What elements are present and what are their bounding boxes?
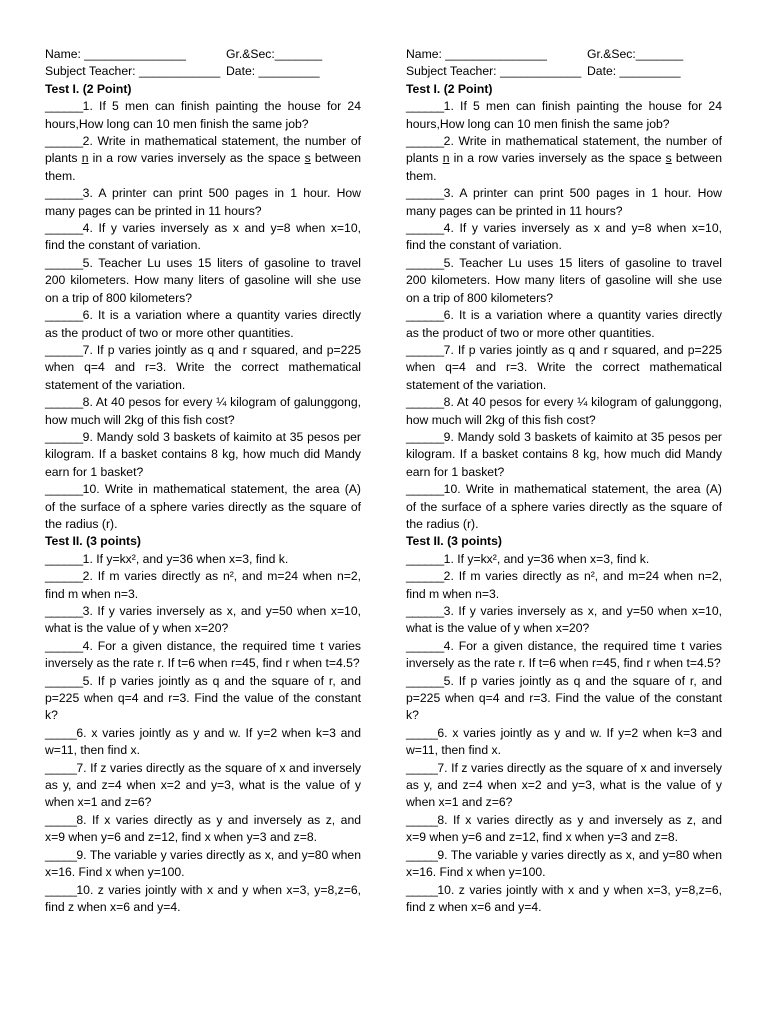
answer-blank: ______ — [406, 221, 444, 236]
answer-blank: ______ — [45, 482, 83, 497]
answer-blank: _____ — [406, 760, 438, 775]
answer-blank: _____ — [45, 882, 77, 897]
test2-question-2: ______2. If m varies directly as n², and m=24 when n=2, find m when n=3. — [406, 569, 722, 601]
test2-question-4: ______4. For a given distance, the required time t varies inversely as the rate r. If t=6 when r=45, find r when t=4.5? — [406, 638, 722, 671]
answer-blank: ______ — [45, 604, 83, 618]
subject-teacher-field: Subject Teacher: ____________ — [406, 64, 582, 79]
answer-blank: ______ — [406, 255, 444, 270]
answer-blank: ______ — [45, 342, 83, 357]
header-row-2 — [406, 63, 722, 80]
test2-question-9: _____9. The variable y varies directly as x, and y=80 when x=16. Find x when y=100. — [45, 847, 361, 880]
test2-question-5: ______5. If p varies jointly as q and the square of r, and p=225 when q=4 and r=3. Find the value of the constant k? — [45, 673, 361, 723]
answer-blank: ______ — [406, 638, 444, 653]
test1-heading: Test I. (2 Point) — [45, 81, 132, 96]
answer-blank: ______ — [45, 99, 83, 114]
answer-blank: ______ — [406, 134, 444, 149]
answer-blank: _____ — [406, 847, 438, 862]
answer-blank: _____ — [45, 760, 77, 775]
answer-blank: _____ — [45, 725, 77, 740]
answer-blank: _____ — [406, 725, 438, 740]
answer-blank: ______ — [45, 673, 83, 688]
test2-question-7: _____7. If z varies directly as the square of x and inversely as y, and z=4 when x=2 and y=3, what is the value of y when x=1 and z=6? — [45, 760, 361, 810]
answer-blank: ______ — [406, 604, 444, 618]
answer-blank: ______ — [45, 551, 83, 566]
test2-question-1: ______1. If y=kx², and y=36 when x=3, find k. — [406, 551, 650, 566]
test2-question-7: _____7. If z varies directly as the square of x and inversely as y, and z=4 when x=2 and y=3, what is the value of y when x=1 and z=6? — [406, 760, 722, 810]
test2-heading: Test II. (3 points) — [45, 534, 141, 549]
answer-blank: ______ — [406, 342, 444, 357]
header-row-2 — [45, 63, 361, 80]
header-row-1 — [406, 46, 722, 63]
test1-question-8: ______8. At 40 pesos for every ¼ kilogram of galunggong, how much will 2kg of this fish cost? — [406, 395, 722, 427]
header-row-1 — [45, 46, 361, 63]
grade-section-field: Gr.&Sec:_______ — [587, 47, 684, 61]
test2-question-2: ______2. If m varies directly as n², and m=24 when n=2, find m when n=3. — [45, 569, 361, 601]
test1-question-4: ______4. If y varies inversely as x and y=8 when x=10, find the constant of variation. — [406, 221, 722, 253]
worksheet-copy-left — [45, 46, 361, 916]
answer-blank: ______ — [45, 638, 83, 653]
test1-question-6: ______6. It is a variation where a quantity varies directly as the product of two or more other quantities. — [406, 308, 722, 340]
test1-question-9: ______9. Mandy sold 3 baskets of kaimito at 35 pesos per kilogram. If a basket contains 8 kg, how much did Mandy earn for 1 basket? — [406, 429, 722, 479]
test1-question-7: ______7. If p varies jointly as q and r squared, and p=225 when q=4 and r=3. Write the correct mathematical statement of the variation. — [45, 342, 361, 392]
test1-question-5: ______5. Teacher Lu uses 15 liters of gasoline to travel 200 kilometers. How many liters of gasoline will she use on a trip of 800 kilometers? — [45, 255, 361, 305]
date-field: Date: _________ — [226, 64, 320, 79]
test1-question-3: ______3. A printer can print 500 pages in 1 hour. How many pages can be printed in 11 hours? — [406, 186, 722, 218]
test1-question-10: ______10. Write in mathematical statement, the area (A) of the surface of a sphere varies directly as the square of the radius (r). — [45, 482, 361, 531]
name-field: Name: _______________ — [406, 47, 547, 61]
answer-blank: ______ — [45, 134, 83, 149]
test1-question-2: ______2. Write in mathematical statement, the number of plants n in a row varies inversely as the space s between them. — [406, 134, 722, 183]
answer-blank: ______ — [406, 429, 444, 444]
date-field: Date: _________ — [587, 64, 681, 79]
test1-question-3: ______3. A printer can print 500 pages in 1 hour. How many pages can be printed in 11 hours? — [45, 186, 361, 218]
answer-blank: ______ — [45, 395, 83, 410]
answer-blank: ______ — [406, 673, 444, 688]
answer-blank: _____ — [406, 882, 438, 897]
answer-blank: ______ — [406, 186, 444, 201]
answer-blank: ______ — [406, 395, 444, 410]
answer-blank: ______ — [406, 308, 444, 323]
test1-question-7: ______7. If p varies jointly as q and r squared, and p=225 when q=4 and r=3. Write the correct mathematical statement of the variation. — [406, 342, 722, 392]
test1-question-8: ______8. At 40 pesos for every ¼ kilogram of galunggong, how much will 2kg of this fish cost? — [45, 395, 361, 427]
test2-question-1: ______1. If y=kx², and y=36 when x=3, find k. — [45, 551, 289, 566]
test2-question-3: ______3. If y varies inversely as x, and y=50 when x=10, what is the value of y when x=20? — [406, 604, 722, 636]
test1-question-1: ______1. If 5 men can finish painting the house for 24 hours,How long can 10 men finish the same job? — [406, 99, 722, 131]
answer-blank: ______ — [406, 99, 444, 114]
test2-question-4: ______4. For a given distance, the required time t varies inversely as the rate r. If t=6 when r=45, find r when t=4.5? — [45, 638, 361, 671]
test2-question-10: _____10. z varies jointly with x and y when x=3, y=8,z=6, find z when x=6 and y=4. — [45, 882, 361, 914]
worksheet-copy-right — [406, 46, 722, 916]
answer-blank: ______ — [45, 429, 83, 444]
answer-blank: _____ — [45, 847, 77, 862]
test2-question-8: _____8. If x varies directly as y and inversely as z, and x=9 when y=6 and z=12, find x when y=3 and z=8. — [406, 812, 722, 845]
test2-question-6: _____6. x varies jointly as y and w. If y=2 when k=3 and w=11, then find x. — [45, 725, 361, 758]
test1-question-4: ______4. If y varies inversely as x and y=8 when x=10, find the constant of variation. — [45, 221, 361, 253]
test2-question-5: ______5. If p varies jointly as q and the square of r, and p=225 when q=4 and r=3. Find the value of the constant k? — [406, 673, 722, 723]
test2-question-10: _____10. z varies jointly with x and y when x=3, y=8,z=6, find z when x=6 and y=4. — [406, 882, 722, 914]
answer-blank: ______ — [45, 186, 83, 201]
answer-blank: ______ — [406, 482, 444, 497]
subject-teacher-field: Subject Teacher: ____________ — [45, 64, 221, 79]
test1-question-2: ______2. Write in mathematical statement, the number of plants n in a row varies inversely as the space s between them. — [45, 134, 361, 183]
test1-question-5: ______5. Teacher Lu uses 15 liters of gasoline to travel 200 kilometers. How many liters of gasoline will she use on a trip of 800 kilometers? — [406, 255, 722, 305]
test1-question-10: ______10. Write in mathematical statement, the area (A) of the surface of a sphere varies directly as the square of the radius (r). — [406, 482, 722, 531]
test1-question-1: ______1. If 5 men can finish painting the house for 24 hours,How long can 10 men finish the same job? — [45, 99, 361, 131]
answer-blank: ______ — [406, 569, 444, 584]
test2-question-8: _____8. If x varies directly as y and inversely as z, and x=9 when y=6 and z=12, find x when y=3 and z=8. — [45, 812, 361, 845]
answer-blank: ______ — [45, 221, 83, 236]
answer-blank: ______ — [45, 255, 83, 270]
answer-blank: ______ — [45, 569, 83, 584]
answer-blank: ______ — [406, 551, 444, 566]
test1-heading: Test I. (2 Point) — [406, 81, 493, 96]
name-field: Name: _______________ — [45, 47, 186, 61]
test2-question-9: _____9. The variable y varies directly as x, and y=80 when x=16. Find x when y=100. — [406, 847, 722, 880]
answer-blank: _____ — [45, 812, 77, 827]
test2-question-3: ______3. If y varies inversely as x, and y=50 when x=10, what is the value of y when x=20? — [45, 604, 361, 636]
grade-section-field: Gr.&Sec:_______ — [226, 47, 323, 61]
answer-blank: _____ — [406, 812, 438, 827]
test2-question-6: _____6. x varies jointly as y and w. If y=2 when k=3 and w=11, then find x. — [406, 725, 722, 758]
test1-question-9: ______9. Mandy sold 3 baskets of kaimito at 35 pesos per kilogram. If a basket contains 8 kg, how much did Mandy earn for 1 basket? — [45, 429, 361, 479]
answer-blank: ______ — [45, 308, 83, 323]
test2-heading: Test II. (3 points) — [406, 534, 502, 549]
test1-question-6: ______6. It is a variation where a quantity varies directly as the product of two or more other quantities. — [45, 308, 361, 340]
